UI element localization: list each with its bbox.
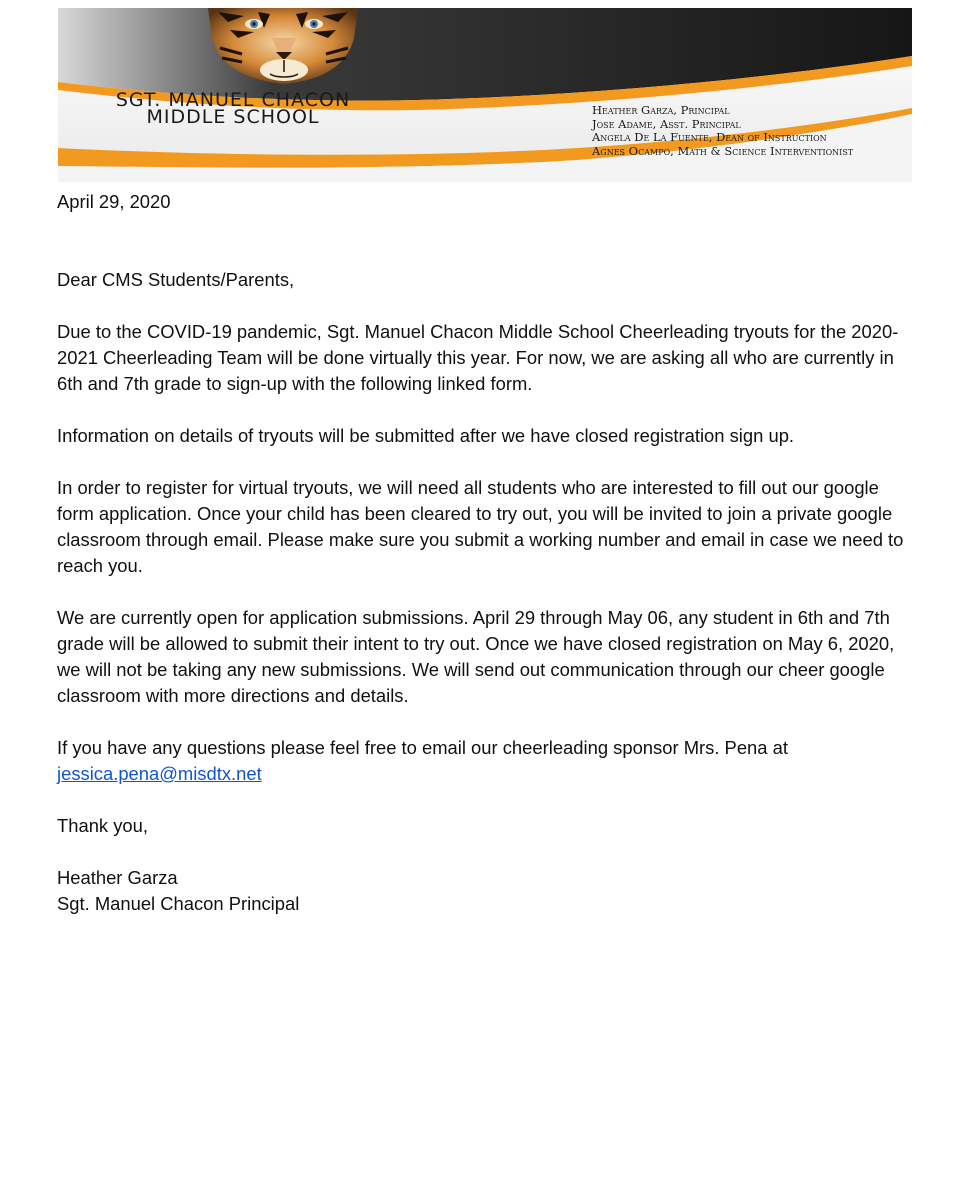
letter-body — [57, 189, 917, 943]
paragraph-contact — [57, 735, 917, 787]
staff-principal: Heather Garza, Principal — [592, 103, 730, 117]
staff-list — [592, 104, 853, 158]
school-name-line-2: MIDDLE SCHOOL — [146, 106, 320, 128]
letter-date: April 29, 2020 — [57, 191, 171, 212]
letterhead-banner — [58, 8, 912, 182]
staff-assistant-principal: Jose Adame, Asst. Principal — [592, 116, 741, 131]
staff-interventionist: Agnes Ocampo, Math & Science Interventionist — [592, 143, 854, 158]
signature-name: Heather Garza — [57, 867, 178, 888]
school-name — [78, 89, 388, 128]
school-name-line-1: SGT. MANUEL CHACON — [115, 89, 351, 111]
closing: Thank you, — [57, 815, 148, 836]
paragraph-tryout-details: Information on details of tryouts will be submitted after we have closed registration sign up. — [57, 425, 795, 446]
sponsor-email-link[interactable]: jessica.pena@misdtx.net — [57, 763, 262, 784]
paragraph-application-window: We are currently open for application submissions. April 29 through May 06, any student in 6th and 7th grade will be allowed to submit their intent to try out. Once we have closed registration on May 6, 2020, we will not be taking any new submissions. We will send out communication through our cheer google classroom with more directions and details. — [57, 607, 895, 706]
signature-block — [57, 865, 917, 917]
signature-title: Sgt. Manuel Chacon Principal — [57, 893, 300, 914]
paragraph-registration: In order to register for virtual tryouts, we will need all students who are interested to fill out our google form application. Once your child has been cleared to try out, you will be invited to join a private google classroom through email. Please make sure you submit a working number and email in case we need to reach you. — [57, 477, 904, 576]
salutation: Dear CMS Students/Parents, — [57, 269, 295, 290]
paragraph-covid-announcement: Due to the COVID-19 pandemic, Sgt. Manuel Chacon Middle School Cheerleading tryouts for the 2020-2021 Cheerleading Team will be done virtually this year. For now, we are asking all who are currently in 6th and 7th grade to sign-up with the following linked form. — [57, 321, 899, 394]
contact-text: If you have any questions please feel free to email our cheerleading sponsor Mrs. Pena at — [57, 737, 788, 758]
staff-dean: Angela De La Fuente, Dean of Instruction — [592, 130, 827, 144]
